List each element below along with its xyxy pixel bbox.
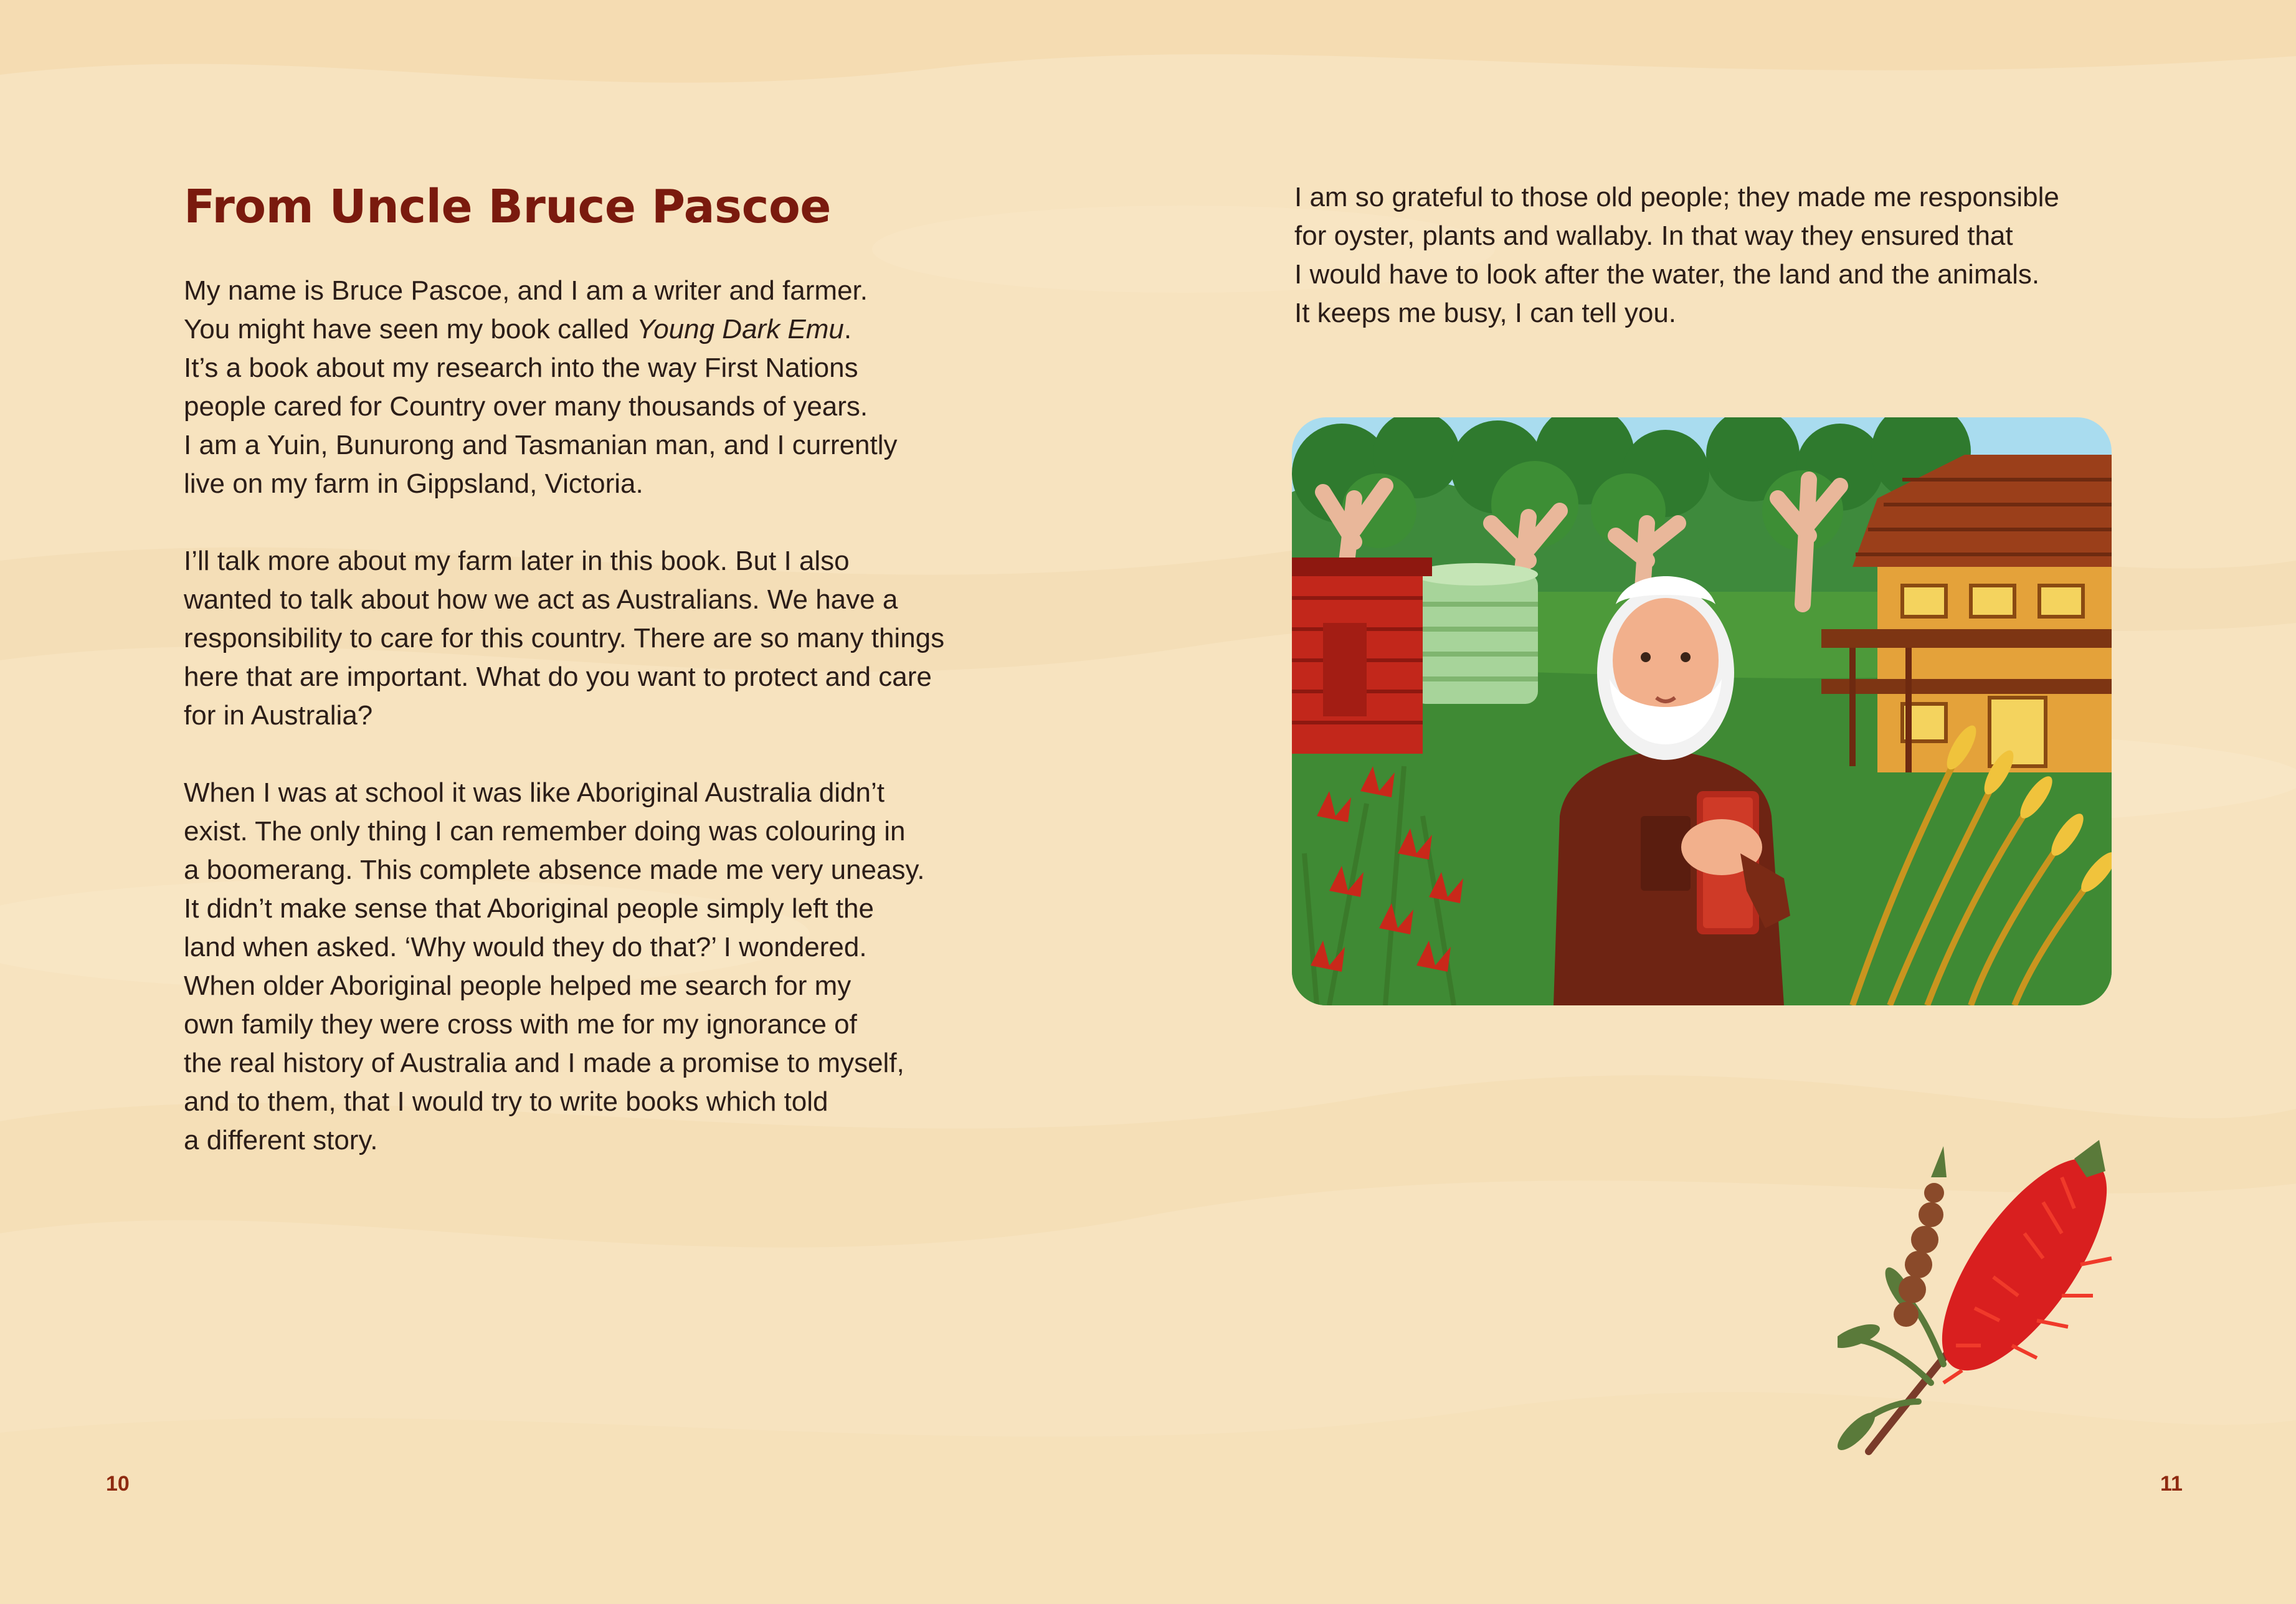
text-line: It keeps me busy, I can tell you.: [1294, 298, 1677, 328]
book-title: Young Dark Emu: [637, 314, 844, 344]
text-run: .: [843, 314, 852, 344]
text-line: My name is Bruce Pascoe, and I am a writer and farmer.: [184, 275, 868, 306]
text-line: people cared for Country over many thousands of years.: [184, 391, 868, 422]
text-line: a boomerang. This complete absence made me very uneasy.: [184, 855, 925, 885]
text-line: I am a Yuin, Bunurong and Tasmanian man, and I currently: [184, 430, 898, 460]
bottlebrush-flower-icon: [1838, 1134, 2130, 1470]
text-line: When I was at school it was like Aboriginal Australia didn’t: [184, 777, 885, 808]
red-shed: [1292, 558, 1432, 754]
text-run: You might have seen my book called: [184, 314, 637, 344]
text-line: [184, 310, 1018, 349]
text-line: It didn’t make sense that Aboriginal people simply left the: [184, 893, 874, 924]
text-line: land when asked. ‘Why would they do that?’ I wondered.: [184, 932, 867, 962]
australians-paragraph: [184, 542, 1018, 735]
page-number-left: 10: [106, 1472, 130, 1496]
text-line: the real history of Australia and I made a promise to myself,: [184, 1048, 904, 1078]
text-line: responsibility to care for this country. There are so many things: [184, 623, 945, 653]
text-line: and to them, that I would try to write books which told: [184, 1086, 828, 1117]
farm-scene-illustration: [1292, 417, 2112, 1005]
text-line: It’s a book about my research into the way First Nations: [184, 353, 858, 383]
seed-pods: [1894, 1183, 1944, 1327]
text-line: own family they were cross with me for my ignorance of: [184, 1009, 857, 1040]
text-line: When older Aboriginal people helped me search for my: [184, 970, 852, 1001]
text-line: I am so grateful to those old people; they made me responsible: [1294, 182, 2059, 212]
left-column: [184, 272, 1018, 1198]
page-heading: From Uncle Bruce Pascoe: [184, 180, 831, 234]
text-line: live on my farm in Gippsland, Victoria.: [184, 468, 643, 499]
intro-paragraph: [184, 272, 1018, 503]
text-line: a different story.: [184, 1125, 378, 1156]
grateful-paragraph: [1294, 178, 2129, 333]
water-tank: [1413, 563, 1538, 704]
text-line: for oyster, plants and wallaby. In that way they ensured that: [1294, 221, 2013, 251]
text-line: for in Australia?: [184, 700, 373, 731]
text-line: wanted to talk about how we act as Australians. We have a: [184, 584, 898, 615]
right-column: [1294, 178, 2129, 371]
page-number-right: 11: [2160, 1472, 2183, 1496]
text-line: I’ll talk more about my farm later in this book. But I also: [184, 546, 850, 576]
text-line: here that are important. What do you want to protect and care: [184, 662, 932, 692]
text-line: I would have to look after the water, the land and the animals.: [1294, 259, 2040, 290]
school-paragraph: [184, 774, 1018, 1160]
text-line: exist. The only thing I can remember doing was colouring in: [184, 816, 906, 847]
